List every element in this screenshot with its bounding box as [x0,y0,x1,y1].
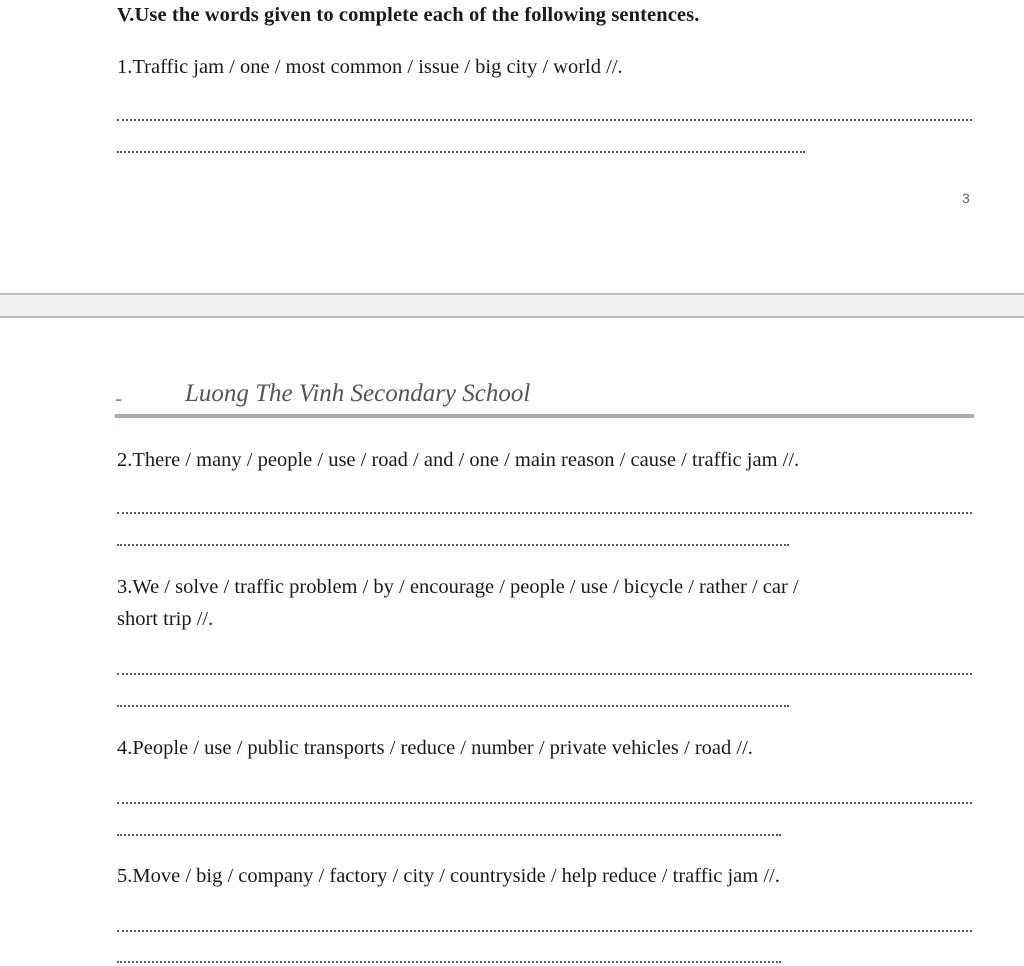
section-title: V.Use the words given to complete each of the following sentences. [117,4,700,26]
answer-line-1b [117,151,805,153]
page-break [0,293,1024,318]
answer-line-2a [117,512,972,514]
answer-line-3b [117,705,789,707]
header-dash: - [115,386,123,411]
answer-line-1a [117,119,972,121]
question-4: 4.People / use / public transports / reduce / number / private vehicles / road //. [117,737,753,759]
question-1: 1.Traffic jam / one / most common / issue / big city / world //. [117,56,623,78]
question-5: 5.Move / big / company / factory / city / countryside / help reduce / traffic jam //. [117,865,780,887]
answer-line-2b [117,544,789,546]
question-3-line-2: short trip //. [117,608,214,630]
question-3-line-1: 3.We / solve / traffic problem / by / encourage / people / use / bicycle / rather / car / [117,576,799,598]
answer-line-3a [117,673,972,675]
header-rule [115,414,974,418]
school-name: Luong The Vinh Secondary School [185,380,531,407]
answer-line-5a [117,930,972,932]
answer-line-4a [117,802,972,804]
answer-line-4b [117,834,781,836]
answer-line-5b [117,961,781,963]
question-2: 2.There / many / people / use / road / and / one / main reason / cause / traffic jam //. [117,449,800,471]
page-number: 3 [962,190,970,206]
